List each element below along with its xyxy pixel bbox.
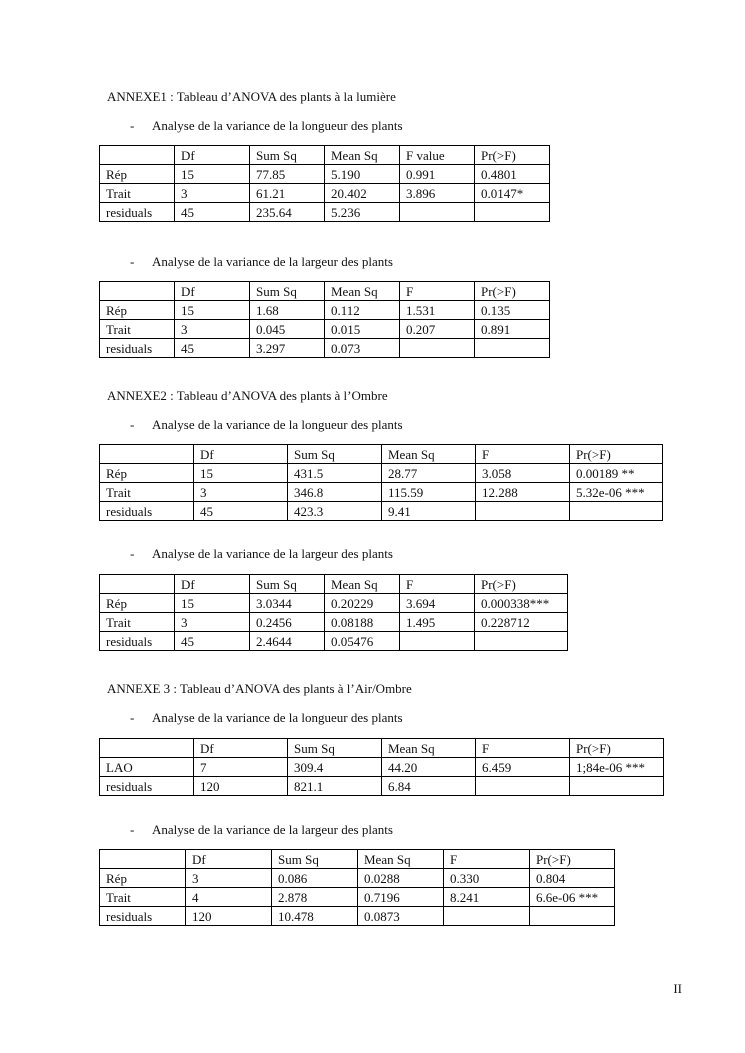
annex3-title: ANNEXE 3 : Tableau d’ANOVA des plants à l’Air/Ombre bbox=[107, 681, 412, 696]
anova-table bbox=[99, 849, 615, 926]
table-cell: residuals bbox=[100, 203, 175, 222]
table-cell: 3.896 bbox=[400, 184, 475, 203]
page-number: II bbox=[673, 981, 682, 996]
table-cell: Rép bbox=[100, 594, 175, 613]
analysis-label: Analyse de la variance de la largeur des plants bbox=[152, 254, 393, 269]
table-cell: 346.8 bbox=[288, 483, 382, 502]
table-row bbox=[100, 464, 663, 483]
table-header-cell: Pr(>F) bbox=[570, 739, 664, 758]
table-cell: 0.0873 bbox=[358, 907, 444, 926]
table-cell: 431.5 bbox=[288, 464, 382, 483]
table-cell: 0.228712 bbox=[475, 613, 568, 632]
table-cell: 61.21 bbox=[250, 184, 325, 203]
table-cell bbox=[400, 203, 475, 222]
analysis-label: Analyse de la variance de la longueur des plants bbox=[152, 710, 403, 725]
anova-table bbox=[99, 281, 550, 358]
table-cell bbox=[400, 339, 475, 358]
table-row bbox=[100, 184, 550, 203]
table-cell: 0.7196 bbox=[358, 888, 444, 907]
table-header-cell: Df bbox=[194, 739, 288, 758]
table-cell: 0.20229 bbox=[325, 594, 400, 613]
table-cell: 20.402 bbox=[325, 184, 400, 203]
table-cell: 0.135 bbox=[475, 301, 550, 320]
table-cell: 15 bbox=[175, 165, 250, 184]
table-header-cell: Df bbox=[175, 575, 250, 594]
table-header-cell: Mean Sq bbox=[325, 282, 400, 301]
table-cell: Trait bbox=[100, 888, 186, 907]
table-header-cell bbox=[100, 739, 194, 758]
table-cell bbox=[476, 777, 570, 796]
table-row bbox=[100, 888, 615, 907]
table-cell: 3 bbox=[175, 184, 250, 203]
table-header-cell: Pr(>F) bbox=[570, 445, 663, 464]
table-cell: 3 bbox=[194, 483, 288, 502]
table-cell: Rép bbox=[100, 869, 186, 888]
anova-table bbox=[99, 444, 663, 521]
table-cell: 15 bbox=[194, 464, 288, 483]
table-cell: 7 bbox=[194, 758, 288, 777]
table-header-cell: F value bbox=[400, 146, 475, 165]
table-cell: 45 bbox=[175, 632, 250, 651]
table-cell: 0.045 bbox=[250, 320, 325, 339]
annex2-analysis2-label bbox=[130, 546, 393, 562]
table-cell: 5.32e-06 *** bbox=[570, 483, 663, 502]
table-cell: 0.086 bbox=[272, 869, 358, 888]
table-cell: 0.4801 bbox=[475, 165, 550, 184]
table-cell: 0.015 bbox=[325, 320, 400, 339]
table-header-cell: Mean Sq bbox=[382, 445, 476, 464]
table-cell: 3.694 bbox=[400, 594, 475, 613]
table-cell: 2.4644 bbox=[250, 632, 325, 651]
table-cell bbox=[475, 339, 550, 358]
table-cell: Rép bbox=[100, 301, 175, 320]
table-cell: 1.531 bbox=[400, 301, 475, 320]
table-cell: 1.68 bbox=[250, 301, 325, 320]
table-cell: 5.236 bbox=[325, 203, 400, 222]
table-header-cell: Df bbox=[175, 282, 250, 301]
table-header-cell: Pr(>F) bbox=[475, 282, 550, 301]
table-cell: 6.6e-06 *** bbox=[530, 888, 615, 907]
table-cell: 235.64 bbox=[250, 203, 325, 222]
table-row bbox=[100, 483, 663, 502]
table-header-cell: Sum Sq bbox=[250, 146, 325, 165]
bullet-dash: - bbox=[130, 118, 135, 133]
table-cell bbox=[476, 502, 570, 521]
table-cell: 6.84 bbox=[382, 777, 476, 796]
anova-table bbox=[99, 738, 664, 796]
table-cell: 0.804 bbox=[530, 869, 615, 888]
table-header-row bbox=[100, 146, 550, 165]
table-cell bbox=[475, 203, 550, 222]
table-cell: 28.77 bbox=[382, 464, 476, 483]
table-cell: 309.4 bbox=[288, 758, 382, 777]
table-cell: 0.08188 bbox=[325, 613, 400, 632]
table-header-cell: Sum Sq bbox=[272, 850, 358, 869]
table-cell bbox=[444, 907, 530, 926]
table-cell: 0.05476 bbox=[325, 632, 400, 651]
table-cell: 45 bbox=[194, 502, 288, 521]
table-header-cell: Df bbox=[186, 850, 272, 869]
annex3-analysis2-label bbox=[130, 822, 393, 838]
table-cell: 1;84e-06 *** bbox=[570, 758, 664, 777]
table-row bbox=[100, 165, 550, 184]
analysis-label: Analyse de la variance de la longueur des plants bbox=[152, 417, 403, 432]
table-cell bbox=[530, 907, 615, 926]
table-cell: 12.288 bbox=[476, 483, 570, 502]
table-row bbox=[100, 777, 664, 796]
bullet-dash: - bbox=[130, 710, 135, 725]
table-cell: 5.190 bbox=[325, 165, 400, 184]
table-header-cell: Mean Sq bbox=[325, 146, 400, 165]
table-header-cell: Df bbox=[194, 445, 288, 464]
table-cell: 15 bbox=[175, 301, 250, 320]
table-header-cell: Mean Sq bbox=[358, 850, 444, 869]
table-cell: LAO bbox=[100, 758, 194, 777]
table-row bbox=[100, 758, 664, 777]
table-cell: 120 bbox=[194, 777, 288, 796]
table-header-cell: Sum Sq bbox=[250, 575, 325, 594]
table-row bbox=[100, 907, 615, 926]
table-cell: 3.297 bbox=[250, 339, 325, 358]
table-header-cell bbox=[100, 575, 175, 594]
table-header-row bbox=[100, 575, 568, 594]
annex1-analysis2-label bbox=[130, 254, 393, 270]
table-header-cell: Pr(>F) bbox=[530, 850, 615, 869]
annex1-analysis1-label bbox=[130, 118, 403, 134]
table-header-cell: Mean Sq bbox=[325, 575, 400, 594]
table-header-cell: F bbox=[400, 575, 475, 594]
table-cell: 0.0147* bbox=[475, 184, 550, 203]
table-header-cell bbox=[100, 445, 194, 464]
table-row bbox=[100, 502, 663, 521]
table-cell: 44.20 bbox=[382, 758, 476, 777]
table-cell: Trait bbox=[100, 613, 175, 632]
table-header-row bbox=[100, 282, 550, 301]
table-cell: residuals bbox=[100, 907, 186, 926]
table-header-row bbox=[100, 739, 664, 758]
table-cell bbox=[570, 502, 663, 521]
table-row bbox=[100, 632, 568, 651]
table-cell: 8.241 bbox=[444, 888, 530, 907]
analysis-label: Analyse de la variance de la largeur des plants bbox=[152, 546, 393, 561]
bullet-dash: - bbox=[130, 417, 135, 432]
table-cell: residuals bbox=[100, 339, 175, 358]
table-cell: 821.1 bbox=[288, 777, 382, 796]
table-cell: 0.000338*** bbox=[475, 594, 568, 613]
table-cell: 0.0288 bbox=[358, 869, 444, 888]
analysis-label: Analyse de la variance de la largeur des plants bbox=[152, 822, 393, 837]
table-header-cell bbox=[100, 282, 175, 301]
table-row bbox=[100, 339, 550, 358]
table-cell: 0.991 bbox=[400, 165, 475, 184]
table-cell: 0.330 bbox=[444, 869, 530, 888]
table-header-cell bbox=[100, 850, 186, 869]
table-cell: 0.00189 ** bbox=[570, 464, 663, 483]
table-cell: 0.112 bbox=[325, 301, 400, 320]
table-cell: residuals bbox=[100, 632, 175, 651]
table-row bbox=[100, 301, 550, 320]
table-header-cell bbox=[100, 146, 175, 165]
table-cell: 423.3 bbox=[288, 502, 382, 521]
annex2-analysis1-label bbox=[130, 417, 403, 433]
table-cell: Rép bbox=[100, 165, 175, 184]
table-header-cell: Df bbox=[175, 146, 250, 165]
table-header-row bbox=[100, 850, 615, 869]
table-header-cell: F bbox=[444, 850, 530, 869]
table-cell: 77.85 bbox=[250, 165, 325, 184]
annex2-title: ANNEXE2 : Tableau d’ANOVA des plants à l’Ombre bbox=[107, 388, 388, 403]
table-cell: 15 bbox=[175, 594, 250, 613]
table-cell: Trait bbox=[100, 320, 175, 339]
table-cell: 4 bbox=[186, 888, 272, 907]
table-header-cell: Mean Sq bbox=[382, 739, 476, 758]
table-cell: 3.058 bbox=[476, 464, 570, 483]
table-cell: 45 bbox=[175, 203, 250, 222]
table-cell bbox=[570, 777, 664, 796]
table-cell: 115.59 bbox=[382, 483, 476, 502]
table-cell: Rép bbox=[100, 464, 194, 483]
annex3-analysis1-label bbox=[130, 710, 403, 726]
table-cell: 0.207 bbox=[400, 320, 475, 339]
bullet-dash: - bbox=[130, 546, 135, 561]
bullet-dash: - bbox=[130, 822, 135, 837]
table-cell: Trait bbox=[100, 184, 175, 203]
table-cell bbox=[400, 632, 475, 651]
table-header-cell: F bbox=[400, 282, 475, 301]
table-cell: 6.459 bbox=[476, 758, 570, 777]
table-cell: 45 bbox=[175, 339, 250, 358]
table-cell: residuals bbox=[100, 502, 194, 521]
table-header-cell: Pr(>F) bbox=[475, 146, 550, 165]
table-header-cell: F bbox=[476, 445, 570, 464]
table-cell: 2.878 bbox=[272, 888, 358, 907]
table-cell: 3.0344 bbox=[250, 594, 325, 613]
anova-table bbox=[99, 145, 550, 222]
table-header-cell: Sum Sq bbox=[288, 445, 382, 464]
table-cell: 0.2456 bbox=[250, 613, 325, 632]
bullet-dash: - bbox=[130, 254, 135, 269]
anova-table bbox=[99, 574, 568, 651]
table-header-cell: Sum Sq bbox=[250, 282, 325, 301]
table-cell: Trait bbox=[100, 483, 194, 502]
table-row bbox=[100, 869, 615, 888]
table-cell: 10.478 bbox=[272, 907, 358, 926]
table-cell: 9.41 bbox=[382, 502, 476, 521]
table-row bbox=[100, 613, 568, 632]
table-header-cell: Pr(>F) bbox=[475, 575, 568, 594]
table-cell: 1.495 bbox=[400, 613, 475, 632]
table-cell: 3 bbox=[186, 869, 272, 888]
table-row bbox=[100, 203, 550, 222]
table-cell: 3 bbox=[175, 320, 250, 339]
table-cell: 120 bbox=[186, 907, 272, 926]
table-header-cell: Sum Sq bbox=[288, 739, 382, 758]
table-cell: residuals bbox=[100, 777, 194, 796]
table-header-cell: F bbox=[476, 739, 570, 758]
table-row bbox=[100, 594, 568, 613]
table-cell bbox=[475, 632, 568, 651]
table-header-row bbox=[100, 445, 663, 464]
table-row bbox=[100, 320, 550, 339]
table-cell: 0.073 bbox=[325, 339, 400, 358]
analysis-label: Analyse de la variance de la longueur des plants bbox=[152, 118, 403, 133]
table-cell: 0.891 bbox=[475, 320, 550, 339]
annex1-title: ANNEXE1 : Tableau d’ANOVA des plants à la lumière bbox=[107, 89, 396, 104]
table-cell: 3 bbox=[175, 613, 250, 632]
